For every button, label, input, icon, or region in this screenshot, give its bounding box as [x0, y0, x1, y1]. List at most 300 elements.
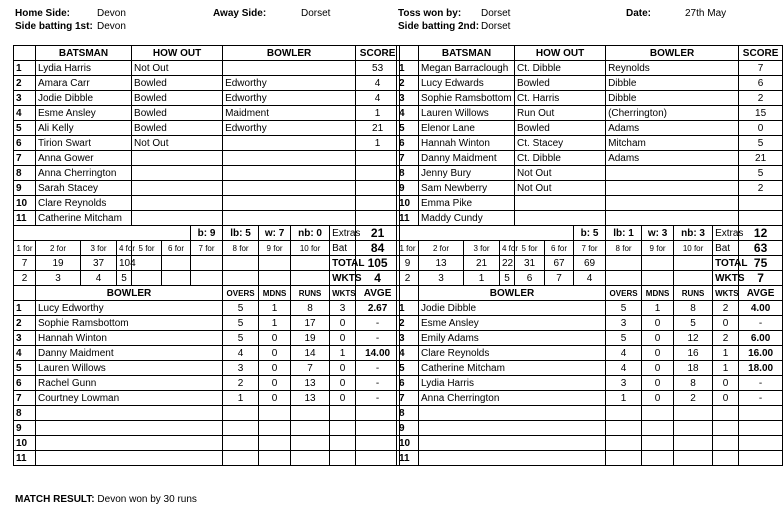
batting-number: 5: [397, 121, 419, 136]
bowling-number: 9: [397, 421, 419, 436]
scorecard-table: [13, 45, 400, 466]
bowler-name: Courtney Lowman: [36, 391, 223, 406]
match-result: [15, 494, 197, 505]
fall-of-wicket-runs: 7: [14, 256, 36, 271]
batsman-score: [739, 196, 783, 211]
bowling-number: 1: [14, 301, 36, 316]
bowling-row: [397, 361, 783, 376]
bowling-header-row: [397, 286, 783, 301]
bowler-wickets: 0: [713, 316, 739, 331]
bowler-overs: [606, 436, 642, 451]
bowling-row: [397, 376, 783, 391]
bowler-name: [419, 421, 606, 436]
bowler-average: [739, 406, 783, 421]
bowler-name: Lydia Harris: [419, 376, 606, 391]
batsman-score: [356, 211, 400, 226]
bowler-average: -: [739, 376, 783, 391]
scorecard-table: [396, 45, 783, 466]
fall-of-wicket-label: 9 for: [642, 241, 674, 256]
bowler-average: 4.00: [739, 301, 783, 316]
fall-of-wicket-batsman: [674, 271, 713, 286]
batting-header-blank: [14, 46, 36, 61]
fall-of-wicket-runs-row: [14, 256, 400, 271]
bowler-runs: [674, 451, 713, 466]
how-out-header: HOW OUT: [515, 46, 606, 61]
how-out: Bowled: [132, 91, 223, 106]
batsman-name: Ali Kelly: [36, 121, 132, 136]
bowler-overs: [223, 436, 259, 451]
bowling-number: 5: [14, 361, 36, 376]
bowler-wickets: [330, 421, 356, 436]
bowler-average: [356, 406, 400, 421]
bowler-average: 14.00: [356, 346, 400, 361]
extras-row: [397, 226, 783, 241]
batsman-score: 2: [739, 181, 783, 196]
bowling-row: [14, 331, 400, 346]
batsman-score: 5: [739, 166, 783, 181]
bowler-runs: 5: [674, 316, 713, 331]
fall-of-wicket-runs: 69: [574, 256, 606, 271]
bowler-maidens: 0: [642, 316, 674, 331]
dismissal-bowler: [606, 211, 739, 226]
bowler-maidens: [642, 406, 674, 421]
maidens-header: MDNS: [259, 286, 291, 301]
dismissal-bowler: [606, 166, 739, 181]
how-out: Run Out: [515, 106, 606, 121]
bowler-overs: 5: [606, 301, 642, 316]
bowling-number: 6: [14, 376, 36, 391]
batting-number: 10: [14, 196, 36, 211]
dismissal-bowler: [223, 196, 356, 211]
dismissal-bowler: Mitcham: [606, 136, 739, 151]
batsman-name: Clare Reynolds: [36, 196, 132, 211]
batting-row: [397, 121, 783, 136]
bowler-name: Rachel Gunn: [36, 376, 223, 391]
fall-of-wicket-label: 8 for: [223, 241, 259, 256]
fall-of-wicket-runs: 37: [81, 256, 117, 271]
batting-row: [14, 76, 400, 91]
batting-number: 4: [14, 106, 36, 121]
bowling-number: 10: [14, 436, 36, 451]
bat-total: 63: [739, 241, 783, 256]
batting-number: 11: [397, 211, 419, 226]
match-result-label: MATCH RESULT:: [15, 494, 95, 505]
bowler-overs: [606, 406, 642, 421]
bowler-name: Jodie Dibble: [419, 301, 606, 316]
batting-number: 2: [397, 76, 419, 91]
batsman-score: [356, 196, 400, 211]
batting-number: 6: [397, 136, 419, 151]
fall-of-wicket-label: 7 for: [574, 241, 606, 256]
bowling-row: [397, 346, 783, 361]
batsman-score: 21: [739, 151, 783, 166]
batsman-score: [356, 151, 400, 166]
fall-of-wicket-batsman: [291, 271, 330, 286]
batting-row: [397, 91, 783, 106]
fall-of-wicket-runs-row: [397, 256, 783, 271]
batsman-name: Hannah Winton: [419, 136, 515, 151]
batting-header-blank: [397, 46, 419, 61]
bowler-runs: [674, 436, 713, 451]
fall-of-wicket-label: 1 for: [14, 241, 36, 256]
bowler-average: -: [739, 391, 783, 406]
bowling-number: 3: [14, 331, 36, 346]
bowler-name: Esme Ansley: [419, 316, 606, 331]
bowler-overs: 5: [223, 301, 259, 316]
fall-of-wicket-batsman: 7: [545, 271, 574, 286]
match-result-text: Devon won by 30 runs: [97, 494, 197, 505]
batsman-score: 6: [739, 76, 783, 91]
bowler-average: -: [356, 316, 400, 331]
fall-of-wicket-batsman-row: [14, 271, 400, 286]
runs-header: RUNS: [291, 286, 330, 301]
bowler-average: [739, 436, 783, 451]
extras-total: 21: [356, 226, 400, 241]
bowling-bowler-header: BOWLER: [36, 286, 223, 301]
bowler-wickets: [713, 421, 739, 436]
bowler-maidens: [642, 436, 674, 451]
bowling-row: [397, 406, 783, 421]
extras-no-balls: nb: 0: [291, 226, 330, 241]
batting-number: 7: [397, 151, 419, 166]
fall-of-wicket-runs: 19: [36, 256, 81, 271]
bowler-name: Hannah Winton: [36, 331, 223, 346]
extras-leg-byes: lb: 5: [223, 226, 259, 241]
bowler-name: [419, 436, 606, 451]
batting-number: 11: [14, 211, 36, 226]
bowling-row: [397, 436, 783, 451]
fall-of-wicket-batsman: [191, 271, 223, 286]
bowler-runs: 8: [674, 301, 713, 316]
bowler-runs: [291, 436, 330, 451]
batting-row: [397, 61, 783, 76]
how-out: Bowled: [132, 106, 223, 121]
fall-of-wicket-batsman: 3: [36, 271, 81, 286]
bowler-overs: 5: [223, 331, 259, 346]
bowling-row: [397, 421, 783, 436]
bowler-runs: 13: [291, 376, 330, 391]
batting-number: 3: [14, 91, 36, 106]
batsman-name: Sarah Stacey: [36, 181, 132, 196]
bowling-number: 1: [397, 301, 419, 316]
batting-number: 5: [14, 121, 36, 136]
bowler-name: Catherine Mitcham: [419, 361, 606, 376]
scorecard-innings-2: [396, 45, 782, 466]
bowler-wickets: 2: [713, 331, 739, 346]
innings-total: 75: [739, 256, 783, 271]
bowler-maidens: 0: [259, 331, 291, 346]
overs-header: OVERS: [223, 286, 259, 301]
bowler-name: Danny Maidment: [36, 346, 223, 361]
batting-row: [397, 136, 783, 151]
batting-row: [14, 106, 400, 121]
how-out: Bowled: [132, 121, 223, 136]
batting-number: 10: [397, 196, 419, 211]
bowler-maidens: 0: [259, 391, 291, 406]
dismissal-bowler: [223, 136, 356, 151]
average-header: AVGE: [739, 286, 783, 301]
bowling-bowler-header: BOWLER: [419, 286, 606, 301]
bowler-wickets: 0: [330, 391, 356, 406]
bowler-wickets: [330, 436, 356, 451]
bowler-overs: 2: [223, 376, 259, 391]
away-side-label: Away Side:: [213, 8, 267, 19]
extras-label: Extras: [713, 226, 739, 241]
bowler-wickets: 0: [330, 361, 356, 376]
bowler-maidens: 1: [259, 316, 291, 331]
batting-number: 8: [14, 166, 36, 181]
bowler-runs: 2: [674, 391, 713, 406]
bowling-row: [14, 346, 400, 361]
bowler-name: [36, 421, 223, 436]
fall-of-wicket-labels-row: [397, 241, 783, 256]
extras-wides: w: 3: [642, 226, 674, 241]
batting-number: 1: [14, 61, 36, 76]
bowling-row: [397, 316, 783, 331]
batting-number: 4: [397, 106, 419, 121]
bowling-row: [397, 301, 783, 316]
fall-of-wicket-label: 5 for: [132, 241, 162, 256]
bowling-number: 11: [14, 451, 36, 466]
bowler-wickets: 0: [330, 331, 356, 346]
batsman-name: Jenny Bury: [419, 166, 515, 181]
bowler-overs: 5: [223, 316, 259, 331]
bowler-name: Sophie Ramsbottom: [36, 316, 223, 331]
fall-of-wicket-batsman: 2: [14, 271, 36, 286]
bowler-maidens: [259, 406, 291, 421]
how-out: Not Out: [132, 61, 223, 76]
bat-label: Bat: [713, 241, 739, 256]
bowler-overs: 4: [606, 361, 642, 376]
how-out: [515, 196, 606, 211]
bowler-wickets: 2: [713, 301, 739, 316]
fall-of-wicket-batsman: 4: [81, 271, 117, 286]
batsman-score: 5: [739, 136, 783, 151]
bowler-name: Emily Adams: [419, 331, 606, 346]
fall-of-wicket-runs: 22: [500, 256, 515, 271]
bowling-row: [397, 391, 783, 406]
fall-of-wicket-batsman: [132, 271, 162, 286]
how-out: Ct. Dibble: [515, 151, 606, 166]
wickets-label: WKTS: [330, 271, 356, 286]
bowler-overs: [606, 451, 642, 466]
fall-of-wicket-batsman: [642, 271, 674, 286]
batsman-score: [739, 211, 783, 226]
bowler-runs: 16: [674, 346, 713, 361]
bowler-runs: [674, 406, 713, 421]
toss-value: Dorset: [481, 8, 511, 19]
how-out: [132, 151, 223, 166]
bowler-wickets: [330, 406, 356, 421]
dismissal-bowler: [606, 196, 739, 211]
side-batting-first-label: Side batting 1st:: [15, 21, 93, 32]
overs-header: OVERS: [606, 286, 642, 301]
toss-label: Toss won by:: [398, 8, 462, 19]
bowler-average: -: [356, 391, 400, 406]
runs-header: RUNS: [674, 286, 713, 301]
bat-total: 84: [356, 241, 400, 256]
batting-number: 9: [14, 181, 36, 196]
batting-row: [14, 181, 400, 196]
extras-byes: b: 5: [574, 226, 606, 241]
batting-number: 2: [14, 76, 36, 91]
bowler-name: Lauren Willows: [36, 361, 223, 376]
bowler-wickets: 0: [713, 376, 739, 391]
bowler-average: -: [356, 331, 400, 346]
batsman-score: 1: [356, 136, 400, 151]
batsman-name: Megan Barraclough: [419, 61, 515, 76]
fall-of-wicket-runs: [162, 256, 191, 271]
batsman-score: 53: [356, 61, 400, 76]
fall-of-wicket-label: 8 for: [606, 241, 642, 256]
fall-of-wicket-batsman: 6: [515, 271, 545, 286]
dismissal-bowler: Edworthy: [223, 121, 356, 136]
batting-header-row: [397, 46, 783, 61]
bowler-maidens: 0: [259, 361, 291, 376]
bowler-overs: 1: [223, 391, 259, 406]
bowler-maidens: 0: [259, 376, 291, 391]
bowler-overs: 1: [606, 391, 642, 406]
bowler-runs: 18: [674, 361, 713, 376]
batting-row: [397, 196, 783, 211]
fall-of-wicket-batsman: 1: [464, 271, 500, 286]
batsman-score: 0: [739, 121, 783, 136]
batting-number: 6: [14, 136, 36, 151]
bowler-runs: 17: [291, 316, 330, 331]
how-out: Not Out: [515, 166, 606, 181]
batsman-name: Lucy Edwards: [419, 76, 515, 91]
batting-row: [397, 106, 783, 121]
bowler-name: [36, 451, 223, 466]
batsman-name: Tirion Swart: [36, 136, 132, 151]
batsman-header: BATSMAN: [419, 46, 515, 61]
bowler-overs: [223, 451, 259, 466]
bowler-overs: 3: [606, 376, 642, 391]
fall-of-wicket-batsman: 5: [117, 271, 132, 286]
fall-of-wicket-batsman-row: [397, 271, 783, 286]
bowler-name: [419, 451, 606, 466]
bowler-maidens: [259, 436, 291, 451]
bowler-overs: 3: [606, 316, 642, 331]
dismissal-bowler: Edworthy: [223, 91, 356, 106]
batsman-score: 21: [356, 121, 400, 136]
batting-row: [14, 136, 400, 151]
batsman-name: Danny Maidment: [419, 151, 515, 166]
bowler-runs: [291, 421, 330, 436]
bowler-name: [36, 436, 223, 451]
fall-of-wicket-runs: [191, 256, 223, 271]
bowler-runs: [291, 406, 330, 421]
bowler-average: [356, 421, 400, 436]
bowling-row: [14, 406, 400, 421]
bowler-maidens: [259, 421, 291, 436]
fall-of-wicket-label: 4 for: [500, 241, 515, 256]
score-header: SCORE: [739, 46, 783, 61]
fall-of-wicket-label: 3 for: [81, 241, 117, 256]
bowling-row: [14, 421, 400, 436]
fall-of-wicket-batsman: [606, 271, 642, 286]
fall-of-wicket-runs: [606, 256, 642, 271]
home-side-value: Devon: [97, 8, 126, 19]
how-out: Not Out: [515, 181, 606, 196]
total-label: TOTAL: [713, 256, 739, 271]
bowling-number: 7: [14, 391, 36, 406]
batsman-score: 15: [739, 106, 783, 121]
bowling-number: 11: [397, 451, 419, 466]
bowler-wickets: 3: [330, 301, 356, 316]
bowler-wickets: [713, 406, 739, 421]
fall-of-wicket-label: 10 for: [291, 241, 330, 256]
batsman-name: Elenor Lane: [419, 121, 515, 136]
batting-number: 8: [397, 166, 419, 181]
batting-row: [14, 61, 400, 76]
dismissal-bowler: [223, 166, 356, 181]
batting-row: [397, 166, 783, 181]
fall-of-wicket-runs: [291, 256, 330, 271]
batsman-score: 1: [356, 106, 400, 121]
batsman-name: Esme Ansley: [36, 106, 132, 121]
bowler-average: 2.67: [356, 301, 400, 316]
bowling-number: 8: [397, 406, 419, 421]
bowler-maidens: 0: [259, 346, 291, 361]
dismissal-bowler: (Cherrington): [606, 106, 739, 121]
batsman-name: Sam Newberry: [419, 181, 515, 196]
fall-of-wicket-batsman: 2: [397, 271, 419, 286]
total-label: TOTAL: [330, 256, 356, 271]
batting-number: 3: [397, 91, 419, 106]
fall-of-wicket-label: 6 for: [545, 241, 574, 256]
maidens-header: MDNS: [642, 286, 674, 301]
bowler-name: Lucy Edworthy: [36, 301, 223, 316]
fall-of-wicket-label: 3 for: [464, 241, 500, 256]
date-label: Date:: [626, 8, 652, 19]
bowler-overs: 3: [223, 361, 259, 376]
fall-of-wicket-label: 2 for: [36, 241, 81, 256]
batting-row: [397, 181, 783, 196]
bowler-header: BOWLER: [606, 46, 739, 61]
bowling-row: [14, 451, 400, 466]
bowler-overs: 4: [606, 346, 642, 361]
batting-row: [14, 91, 400, 106]
fall-of-wicket-labels-row: [14, 241, 400, 256]
bowler-runs: [291, 451, 330, 466]
bowler-wickets: 1: [713, 346, 739, 361]
fall-of-wicket-runs: 104: [117, 256, 132, 271]
batsman-name: Lydia Harris: [36, 61, 132, 76]
how-out: [132, 181, 223, 196]
bowling-number: 4: [14, 346, 36, 361]
bowling-number: 6: [397, 376, 419, 391]
bowling-number: 3: [397, 331, 419, 346]
bowler-wickets: 0: [330, 376, 356, 391]
bowler-wickets: [713, 451, 739, 466]
side-batting-second-value: Dorset: [481, 21, 511, 32]
bowling-row: [14, 316, 400, 331]
fall-of-wicket-label: 10 for: [674, 241, 713, 256]
dismissal-bowler: [606, 181, 739, 196]
batting-row: [397, 76, 783, 91]
batting-number: 1: [397, 61, 419, 76]
bowler-maidens: 0: [642, 391, 674, 406]
fall-of-wicket-runs: 21: [464, 256, 500, 271]
batsman-name: Amara Carr: [36, 76, 132, 91]
dismissal-bowler: Dibble: [606, 91, 739, 106]
bowler-average: -: [739, 316, 783, 331]
bowling-row: [14, 391, 400, 406]
fall-of-wicket-batsman: [259, 271, 291, 286]
bowler-average: 6.00: [739, 331, 783, 346]
bowler-maidens: [642, 451, 674, 466]
